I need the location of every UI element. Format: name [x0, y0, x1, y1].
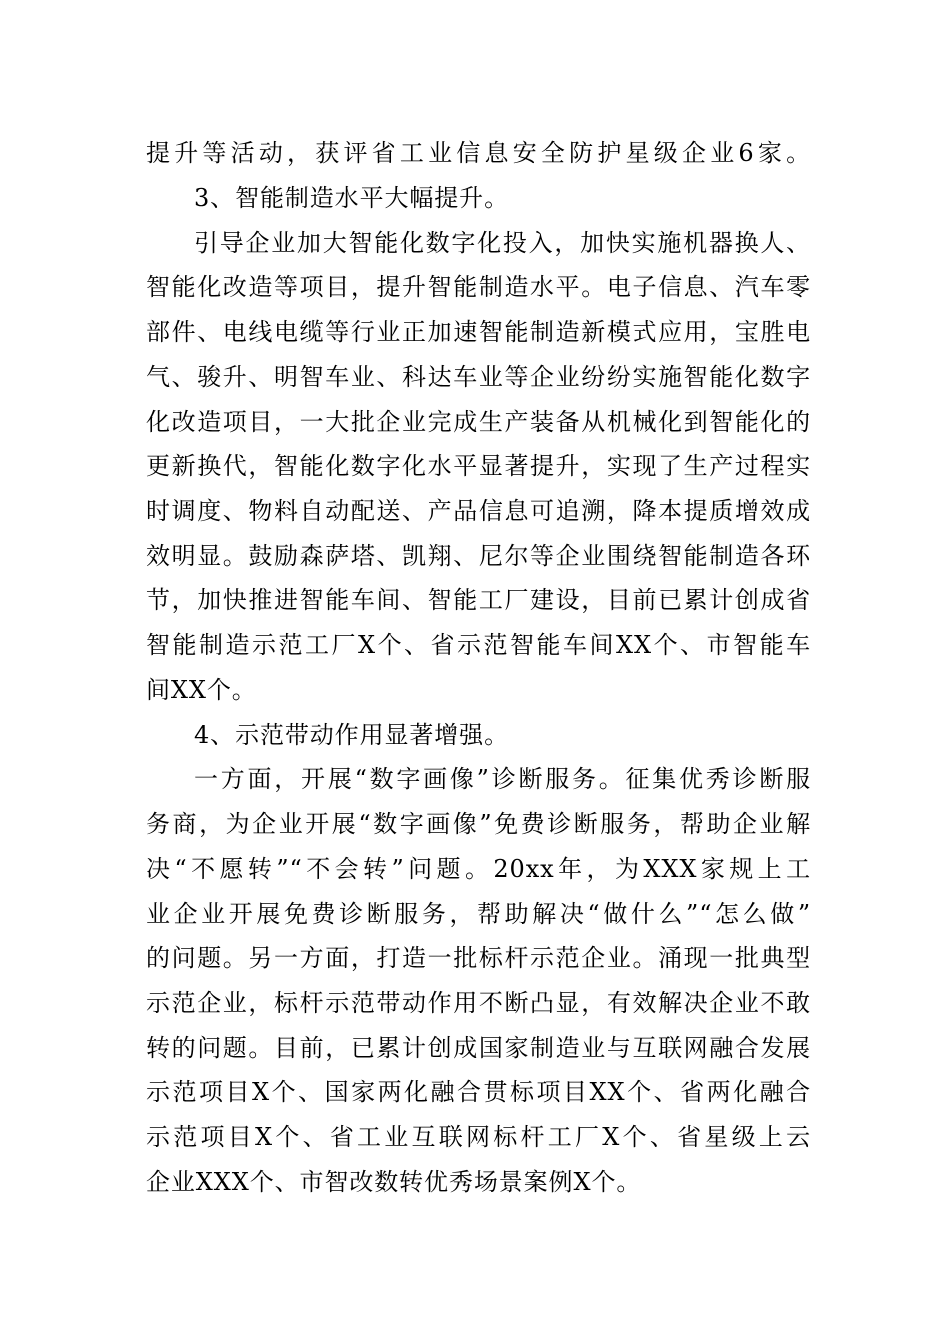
text-line-7: 化改造项目，一大批企业完成生产装备从机械化到智能化的	[146, 408, 811, 436]
text-line-1: 提升等活动，获评省工业信息安全防护星级企业6家。	[146, 139, 811, 167]
text-line-9: 时调度、物料自动配送、产品信息可追溯，降本提质增效成	[146, 497, 811, 525]
text-line-15: 一方面，开展“数字画像”诊断服务。征集优秀诊断服	[194, 765, 811, 793]
text-line-23: 示范项目X个、省工业互联网标杆工厂X个、省星级上云	[146, 1123, 811, 1151]
text-line-5: 部件、电线电缆等行业正加速智能制造新模式应用，宝胜电	[146, 318, 811, 346]
text-line-21: 转的问题。目前，已累计创成国家制造业与互联网融合发展	[146, 1034, 811, 1062]
text-line-19: 的问题。另一方面，打造一批标杆示范企业。涌现一批典型	[146, 944, 811, 972]
section-heading-4: 4、示范带动作用显著增强。	[194, 721, 509, 749]
text-line-12: 智能制造示范工厂X个、省示范智能车间XX个、市智能车	[146, 631, 811, 659]
text-line-13: 间XX个。	[146, 676, 257, 704]
text-line-17: 决“不愿转”“不会转”问题。20xx年，为XXX家规上工	[146, 855, 811, 883]
text-line-20: 示范企业，标杆示范带动作用不断凸显，有效解决企业不敢	[146, 989, 811, 1017]
text-line-16: 务商，为企业开展“数字画像”免费诊断服务，帮助企业解	[146, 810, 811, 838]
text-line-24: 企业XXX个、市智改数转优秀场景案例X个。	[146, 1168, 642, 1196]
text-line-6: 气、骏升、明智车业、科达车业等企业纷纷实施智能化数字	[146, 363, 811, 391]
text-line-18: 业企业开展免费诊断服务，帮助解决“做什么”“怎么做”	[146, 900, 811, 928]
text-line-3: 引导企业加大智能化数字化投入，加快实施机器换人、	[194, 229, 811, 257]
text-line-8: 更新换代，智能化数字化水平显著提升，实现了生产过程实	[146, 452, 811, 480]
text-line-4: 智能化改造等项目，提升智能制造水平。电子信息、汽车零	[146, 273, 811, 301]
text-line-11: 节，加快推进智能车间、智能工厂建设，目前已累计创成省	[146, 586, 811, 614]
section-heading-3: 3、智能制造水平大幅提升。	[194, 184, 509, 212]
text-line-10: 效明显。鼓励森萨塔、凯翔、尼尔等企业围绕智能制造各环	[146, 542, 811, 570]
text-line-22: 示范项目X个、国家两化融合贯标项目XX个、省两化融合	[146, 1078, 811, 1106]
